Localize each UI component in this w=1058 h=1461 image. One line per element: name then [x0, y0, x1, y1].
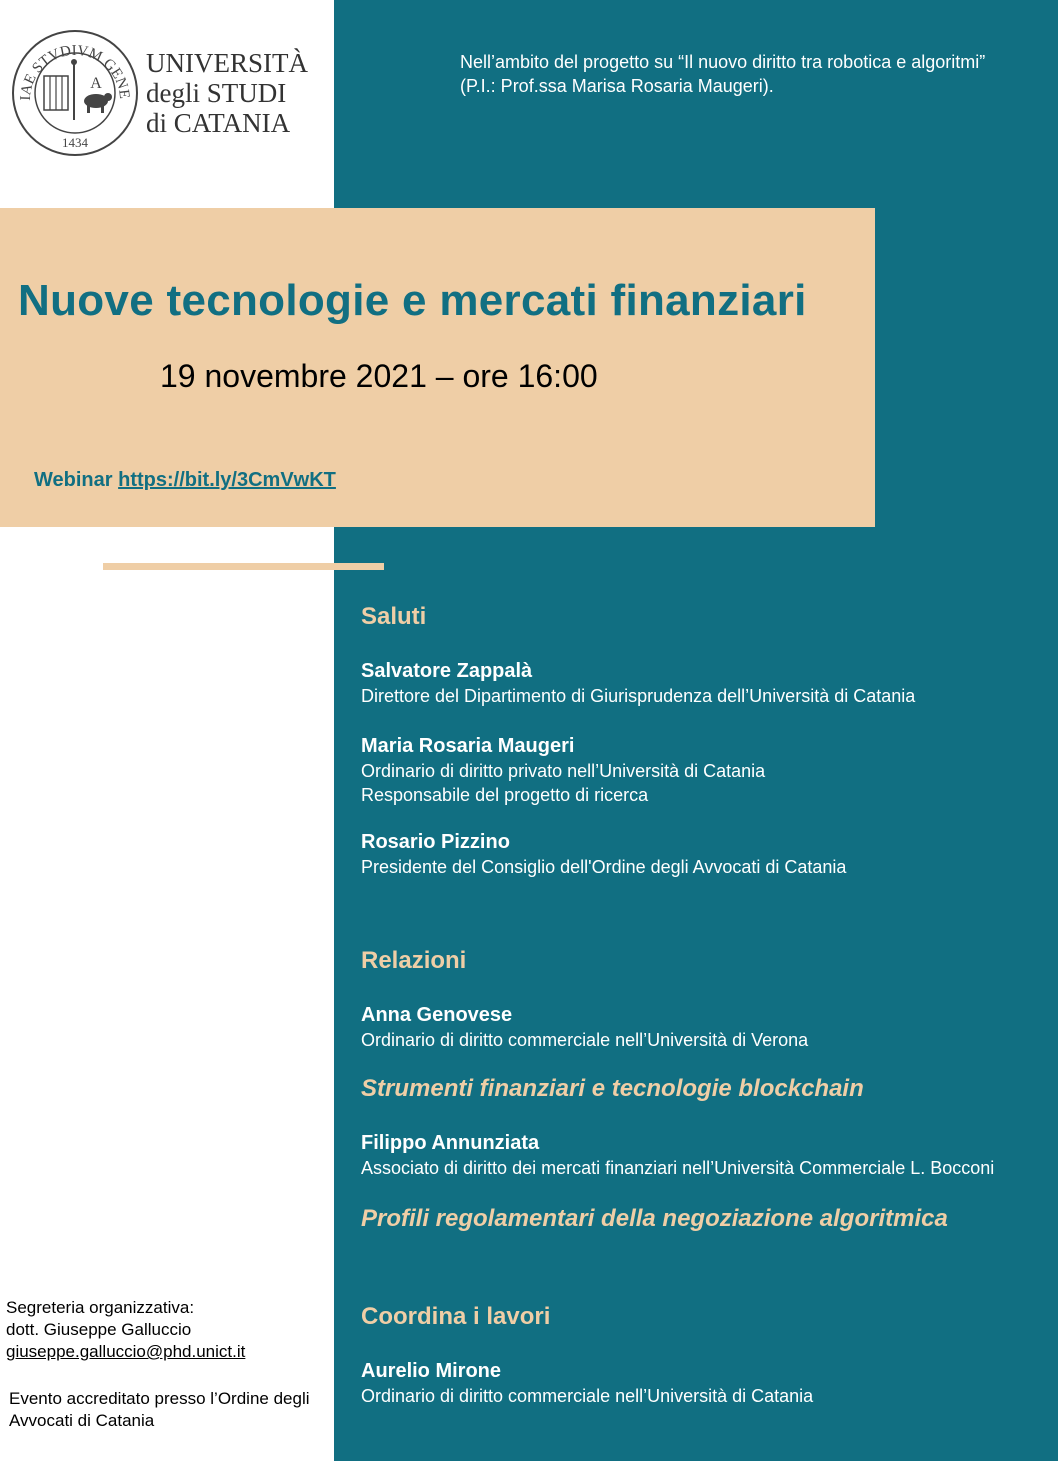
secretariat-label: Segreteria organizzativa:: [6, 1298, 195, 1317]
organizing-secretariat: [6, 1297, 245, 1363]
speaker-role-secondary: Responsabile del progetto di ricerca: [361, 785, 649, 805]
relazioni-heading: Relazioni: [361, 947, 467, 974]
speaker-role: Direttore del Dipartimento di Giurisprudenza dell’Università di Catania: [361, 686, 916, 706]
seal-letter: A: [90, 75, 102, 92]
speaker-maugeri: [361, 734, 1058, 807]
project-note: [460, 50, 1050, 98]
speaker-name: Maria Rosaria Maugeri: [361, 735, 575, 757]
project-note-line1: Nell’ambito del progetto su “Il nuovo diritto tra robotica e algoritmi”: [460, 52, 986, 72]
speaker-name: Aurelio Mirone: [361, 1360, 502, 1382]
speaker-role: Ordinario di diritto privato nell’Università di Catania: [361, 761, 766, 781]
speaker-name: Anna Genovese: [361, 1004, 513, 1026]
speaker-role: Presidente del Consiglio dell'Ordine degli Avvocati di Catania: [361, 857, 847, 877]
speaker-name: Rosario Pizzino: [361, 831, 510, 853]
speaker-mirone: [361, 1359, 1058, 1408]
university-name: [146, 48, 308, 138]
talk-title: Profili regolamentari della negoziazione algoritmica: [361, 1205, 948, 1232]
svg-text:SICILIAE STVDIVM GENERALE: [10, 28, 132, 101]
talk-title: Strumenti finanziari e tecnologie blockchain: [361, 1075, 864, 1102]
accreditation-note: [9, 1388, 310, 1432]
speaker-genovese: [361, 1003, 1058, 1052]
seal-motto: IAE STVDIVM GENE: [17, 42, 133, 101]
accreditation-line1: Evento accreditato presso l’Ordine degli: [9, 1389, 310, 1408]
webinar-link[interactable]: https://bit.ly/3CmVwKT: [118, 469, 336, 491]
university-name-line1: UNIVERSITÀ: [146, 48, 308, 78]
accent-divider: [103, 563, 384, 570]
university-seal-icon: [10, 28, 140, 158]
speaker-role: Ordinario di diritto commerciale nell’Università di Verona: [361, 1030, 809, 1050]
accreditation-line2: Avvocati di Catania: [9, 1411, 155, 1430]
speaker-name: Filippo Annunziata: [361, 1132, 540, 1154]
secretariat-email-link[interactable]: giuseppe.galluccio@phd.unict.it: [6, 1342, 246, 1361]
speaker-role: Ordinario di diritto commerciale nell’Università di Catania: [361, 1386, 814, 1406]
webinar-label: Webinar: [34, 469, 113, 491]
event-date: 19 novembre 2021 – ore 16:00: [160, 358, 598, 394]
event-title: Nuove tecnologie e mercati finanziari: [18, 276, 807, 325]
speaker-pizzino: [361, 830, 1058, 879]
webinar-info: [34, 469, 336, 492]
saluti-heading: Saluti: [361, 603, 427, 630]
speaker-annunziata: [361, 1131, 1058, 1180]
project-note-line2: (P.I.: Prof.ssa Marisa Rosaria Maugeri).: [460, 76, 774, 96]
secretariat-name: dott. Giuseppe Galluccio: [6, 1320, 192, 1339]
speaker-name: Salvatore Zappalà: [361, 660, 533, 682]
university-name-line3: di CATANIA: [146, 108, 291, 138]
speaker-zappala: [361, 659, 1058, 708]
university-name-line2: degli STUDI: [146, 78, 287, 108]
speaker-role: Associato di diritto dei mercati finanziari nell’Università Commerciale L. Bocconi: [361, 1158, 995, 1178]
coordina-heading: Coordina i lavori: [361, 1303, 551, 1330]
seal-year: 1434: [62, 135, 88, 150]
